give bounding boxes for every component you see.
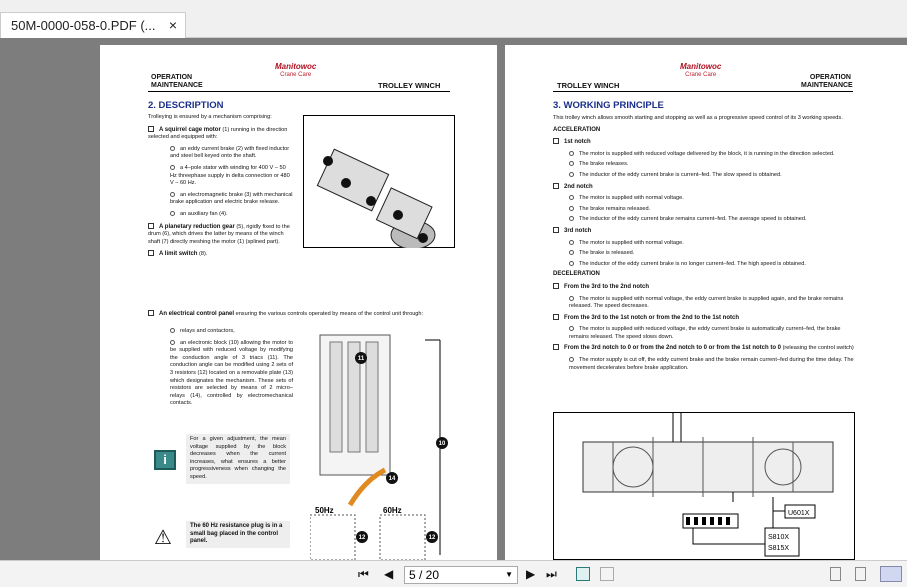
control-panel-diagram [310, 330, 450, 560]
winch-motor-illustration [303, 115, 455, 248]
first-page-button[interactable]: ⏮ [358, 567, 369, 581]
control-panel-section: An electrical control panel ensuring the various controls operated by means of the control unit through: [148, 310, 438, 323]
continuous-view-icon[interactable] [855, 567, 866, 581]
previous-page-button[interactable]: ◀ [384, 567, 394, 581]
go-back-view-icon[interactable] [576, 567, 590, 581]
label-11: 11 [357, 356, 365, 362]
chevron-down-icon: ▼ [505, 570, 513, 579]
manitowoc-logo: Manitowoc Crane Care [275, 62, 317, 78]
section-title: 2. DESCRIPTION [148, 100, 224, 111]
go-forward-view-icon[interactable] [600, 567, 614, 581]
label-s810x: S810X [768, 534, 790, 541]
warning-note: The 60 Hz resistance plug is in a small bag placed in the control panel. [186, 521, 290, 548]
info-icon: i [154, 450, 176, 470]
info-note: For a given adjustment, the mean voltage supplied by the block decreases when the current increases, what ensures a better progressiveness when changing the speed. [186, 434, 290, 484]
header-right: OPERATION MAINTENANCE [801, 74, 853, 89]
winch-wiring-diagram [553, 412, 855, 560]
pdf-page-right [505, 45, 907, 560]
label-12b: 12 [428, 535, 436, 541]
tab-title: 50M-0000-058-0.PDF (... [11, 18, 156, 33]
tab-bar [0, 0, 907, 38]
navigation-toolbar [0, 560, 907, 587]
label-14: 14 [388, 476, 396, 482]
label-u601x: U601X [788, 510, 810, 517]
working-principle-body: This trolley winch allows smooth starting and stopping as well as a progressive speed control of its 3 working speeds. ACCELERATION 1st notch The motor is supplied with reduced voltage delivered by the block, it is running in the direction selected. The brake releases. The inductor of the eddy current brake is current–fed. The slow speed is obtained. 2nd notch The motor is supplied with normal voltage. The brake remains released. The inductor of the eddy current brake remains current–fed. The average speed is obtained. 3rd notch The motor is supplied with normal voltage. The brake is released. The inductor of the eddy current brake is no longer current–fed. The high speed is obtained. DECELERATION From the 3rd to the 2nd notch The motor is supplied with normal voltage, the eddy current brake is supplied again, and the brake remains released. The speed decreases. From the 3rd to the 1st notch or from the 2nd to the 1st notch The motor is supplied with reduced voltage, the eddy current brake is automatically current–fed, the brake remains released. The speed slows down. From the 3rd notch to 0 or from the 2nd notch to 0 or from the 1st notch to 0 (releasing the control switch) The motor supply is cut off, the eddy current brake and the brake remain current–fed during the time delay. The movement decelerates before brake application. [553, 115, 854, 371]
label-50hz: 50Hz [315, 506, 334, 515]
section-title: 3. WORKING PRINCIPLE [553, 100, 664, 111]
header-left: TROLLEY WINCH [557, 81, 620, 90]
header-left: OPERATION MAINTENANCE [151, 74, 203, 89]
description-body: Trolleying is ensured by a mechanism comprising: A squirrel cage motor (1) running in the direction selected and equipped with: an eddy current brake (2) with fixed inductor and steel bell keyed onto the shaft. a 4–pole stator with winding for 400 V – 50 Hz threephase supply in delta connection or 480 V – 60 Hz. an electromagnetic brake (3) with mechanical brake application and electric brake release. an auxiliary fan (4). A planetary reduction gear (5), rigidly fixed to the drum (6), which drives the latter by means of the winch shaft (7) directly meshing the motor (1) (splined part). A limit switch (8). [148, 114, 293, 258]
warning-icon: ⚠ [154, 527, 172, 549]
next-page-button[interactable]: ▶ [526, 567, 536, 581]
header-right: TROLLEY WINCH [378, 81, 441, 90]
label-s815x: S815X [768, 545, 790, 552]
document-tab[interactable] [0, 12, 186, 38]
pdf-page-left [100, 45, 497, 560]
label-60hz: 60Hz [383, 506, 402, 515]
label-10: 10 [438, 441, 446, 447]
last-page-button[interactable]: ⏭ [546, 567, 557, 581]
single-page-view-icon[interactable] [830, 567, 841, 581]
page-selector[interactable]: 5 / 20 ▼ [404, 566, 518, 584]
two-page-view-icon[interactable] [880, 566, 902, 582]
label-12: 12 [358, 535, 366, 541]
control-panel-subs: relays and contactors, an electronic block (10) allowing the motor to be supplied with reduced voltage by modifying the conduction angle of 3 triacs (11). The conduction angle can be modified using 2 sets of 3 resistors (12) located on a removable plate (13) which designates the mechanism. These sets of resistors are selected by means of 2 micro–relays (14), controlled by electromechanical contacts. [170, 328, 293, 407]
manitowoc-logo: Manitowoc Crane Care [680, 62, 722, 78]
close-tab-icon[interactable]: × [168, 17, 177, 33]
